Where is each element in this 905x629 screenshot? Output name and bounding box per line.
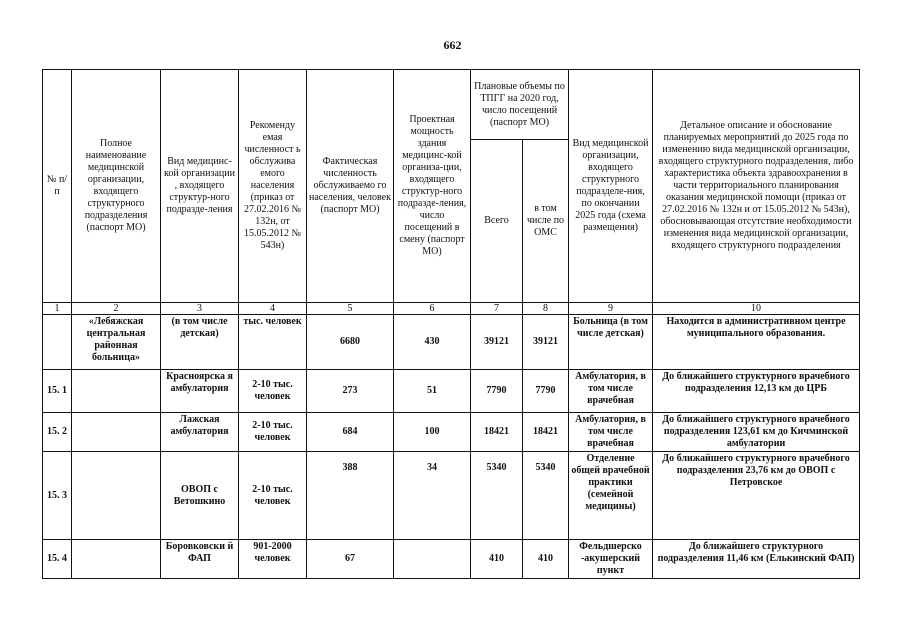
header-description: Детальное описание и обоснование планируемых мероприятий до 2025 года по изменению вида медицинской организации, входящего структурного подразделения, либо характеристика объекта здравоохранения в части территориального планирования оказания медицинской помощи (приказ от 27.02.2016 № 132н и от 15.05.2012 № 543н), обосновывающая отсутствие необходимости изменения вида медицинской организации, входящего структурного подразделения bbox=[653, 70, 860, 303]
row-number bbox=[43, 315, 72, 370]
table-row bbox=[43, 452, 860, 540]
header-full-name: Полное наименование медицинской организации, входящего структурного подразделения (паспорт МО) bbox=[72, 70, 161, 303]
column-number: 4 bbox=[239, 303, 307, 315]
row-number: 15. 4 bbox=[43, 540, 72, 579]
design-capacity bbox=[394, 540, 471, 579]
column-number: 6 bbox=[394, 303, 471, 315]
description: До ближайшего структурного подразделения 11,46 км (Елькинский ФАП) bbox=[653, 540, 860, 579]
table-row bbox=[43, 540, 860, 579]
column-number: 9 bbox=[569, 303, 653, 315]
table-row bbox=[43, 370, 860, 413]
column-numbers-row bbox=[43, 303, 860, 315]
recommended-population: 2-10 тыс. человек bbox=[239, 413, 307, 452]
actual-population: 388 bbox=[307, 452, 394, 540]
org-name bbox=[72, 452, 161, 540]
org-type: (в том числе детская) bbox=[161, 315, 239, 370]
header-type-2025: Вид медицинской организации, входящего структурного подразделе-ния, по окончании 2025 года (схема размещения) bbox=[569, 70, 653, 303]
row-number: 15. 2 bbox=[43, 413, 72, 452]
planned-oms: 5340 bbox=[523, 452, 569, 540]
recommended-population: 2-10 тыс. человек bbox=[239, 370, 307, 413]
column-number: 7 bbox=[471, 303, 523, 315]
row-number: 15. 1 bbox=[43, 370, 72, 413]
org-type: Лажская амбулатория bbox=[161, 413, 239, 452]
org-type: Красноярска я амбулатория bbox=[161, 370, 239, 413]
column-number: 1 bbox=[43, 303, 72, 315]
header-number: № п/п bbox=[43, 70, 72, 303]
type-2025: Больница (в том числе детская) bbox=[569, 315, 653, 370]
org-name bbox=[72, 540, 161, 579]
actual-population: 6680 bbox=[307, 315, 394, 370]
header-planned-volumes: Плановые объемы по ТПГГ на 2020 год, число посещений (паспорт МО) bbox=[471, 70, 569, 140]
planned-total: 5340 bbox=[471, 452, 523, 540]
type-2025: Амбулатория, в том числе врачебная bbox=[569, 413, 653, 452]
table-row bbox=[43, 315, 860, 370]
actual-population: 67 bbox=[307, 540, 394, 579]
column-number: 2 bbox=[72, 303, 161, 315]
column-number: 3 bbox=[161, 303, 239, 315]
header-org-type: Вид медицинс-кой организации , входящего структур-ного подразде-ления bbox=[161, 70, 239, 303]
header-recommended-population: Рекоменду емая численност ь обслужива емого населения (приказ от 27.02.2016 № 132н, от 15.05.2012 № 543н) bbox=[239, 70, 307, 303]
recommended-population: 901-2000 человек bbox=[239, 540, 307, 579]
org-name bbox=[72, 370, 161, 413]
planned-oms: 39121 bbox=[523, 315, 569, 370]
design-capacity: 100 bbox=[394, 413, 471, 452]
row-number: 15. 3 bbox=[43, 452, 72, 540]
type-2025: Фельдшерско -акушерский пункт bbox=[569, 540, 653, 579]
column-number: 10 bbox=[653, 303, 860, 315]
type-2025: Амбулатория, в том числе врачебная bbox=[569, 370, 653, 413]
description: До ближайшего структурного врачебного подразделения 123,61 км до Кичминской амбулатории bbox=[653, 413, 860, 452]
header-total: Всего bbox=[471, 140, 523, 303]
table-row bbox=[43, 413, 860, 452]
org-type: ОВОП с Ветошкино bbox=[161, 452, 239, 540]
planned-oms: 18421 bbox=[523, 413, 569, 452]
header-design-capacity: Проектная мощность здания медицинс-кой организа-ции, входящего структур-ного подразде-ления, число посещений в смену (паспорт МО) bbox=[394, 70, 471, 303]
planned-oms: 7790 bbox=[523, 370, 569, 413]
planned-total: 18421 bbox=[471, 413, 523, 452]
design-capacity: 430 bbox=[394, 315, 471, 370]
org-name: «Лебяжская центральная районная больница» bbox=[72, 315, 161, 370]
description: Находится в административном центре муниципального образования. bbox=[653, 315, 860, 370]
planned-total: 7790 bbox=[471, 370, 523, 413]
column-number: 5 bbox=[307, 303, 394, 315]
planned-oms: 410 bbox=[523, 540, 569, 579]
description: До ближайшего структурного врачебного подразделения 12,13 км до ЦРБ bbox=[653, 370, 860, 413]
planned-total: 410 bbox=[471, 540, 523, 579]
header-actual-population: Фактическая численность обслуживаемо го населения, человек (паспорт МО) bbox=[307, 70, 394, 303]
page-number: 662 bbox=[443, 38, 462, 52]
description: До ближайшего структурного врачебного подразделения 23,76 км до ОВОП с Петровское bbox=[653, 452, 860, 540]
design-capacity: 51 bbox=[394, 370, 471, 413]
recommended-population: тыс. человек bbox=[239, 315, 307, 370]
recommended-population: 2-10 тыс. человек bbox=[239, 452, 307, 540]
medical-organizations-table bbox=[42, 69, 860, 579]
planned-total: 39121 bbox=[471, 315, 523, 370]
org-name bbox=[72, 413, 161, 452]
actual-population: 273 bbox=[307, 370, 394, 413]
column-number: 8 bbox=[523, 303, 569, 315]
design-capacity: 34 bbox=[394, 452, 471, 540]
header-oms: в том числе по ОМС bbox=[523, 140, 569, 303]
actual-population: 684 bbox=[307, 413, 394, 452]
header-row bbox=[43, 70, 860, 140]
type-2025: Отделение общей врачебной практики (семейной медицины) bbox=[569, 452, 653, 540]
org-type: Боровковски й ФАП bbox=[161, 540, 239, 579]
